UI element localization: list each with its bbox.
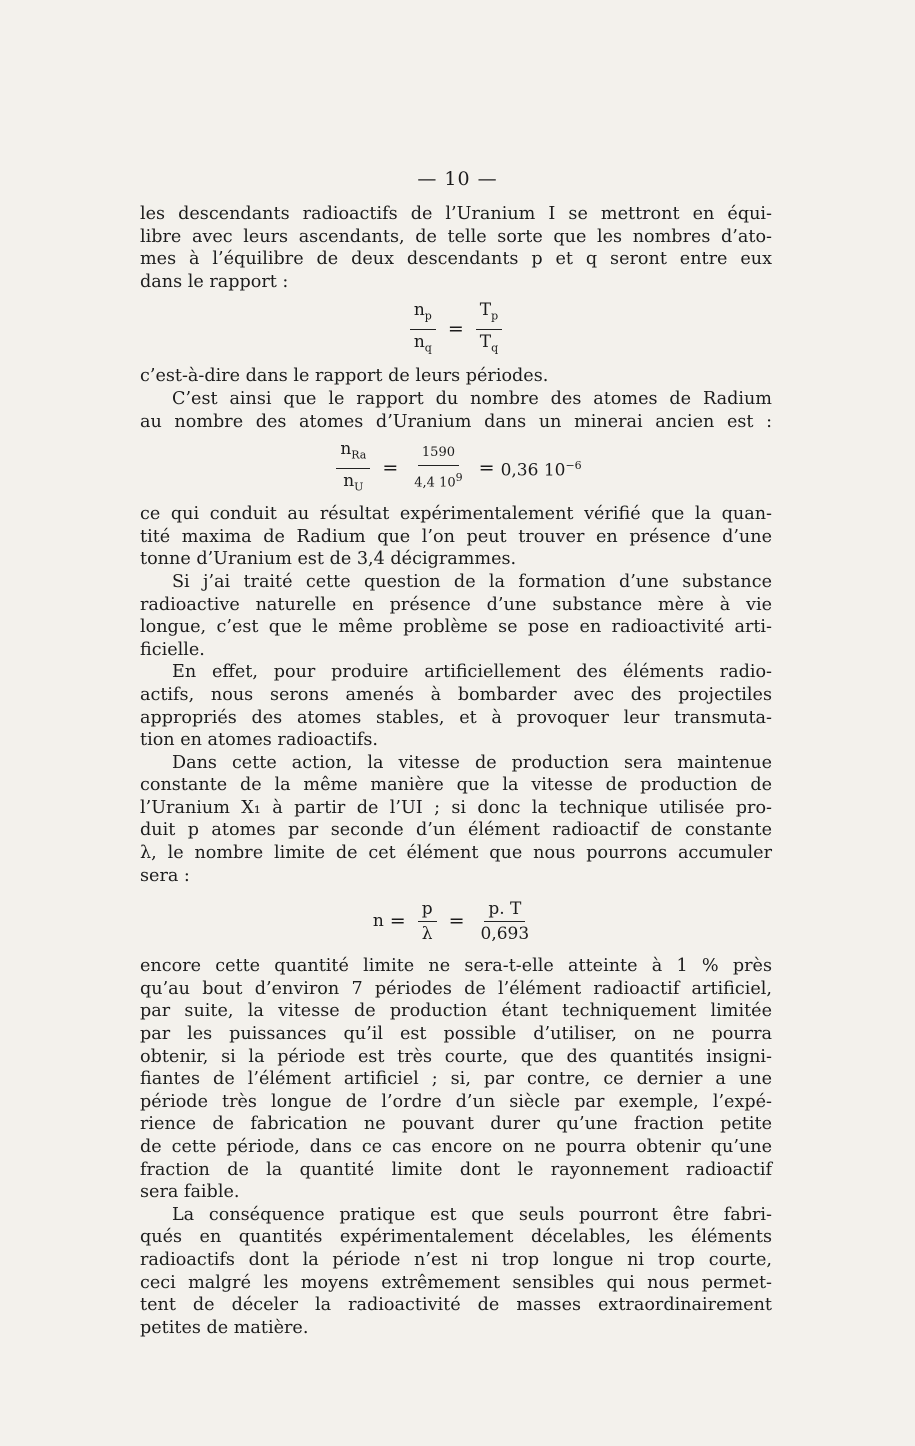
formula-text: 4,4 10 (414, 475, 456, 491)
text-line: La conséquence pratique est que seuls pourront être fabri- (172, 1204, 772, 1225)
text-line: obtenir, si la période est très courte, que des quantités insigni- (140, 1046, 772, 1067)
formula-text: λ (421, 923, 433, 944)
text-line: libre avec leurs ascendants, de telle sorte que les nombres d’ato- (140, 226, 772, 247)
formula-text: n (340, 439, 352, 460)
formula-text: p (418, 899, 437, 922)
paragraph-1 (140, 203, 772, 293)
paragraph-7 (140, 752, 772, 888)
text-line: l’Uranium X₁ à partir de l’UI ; si donc la technique utilisée pro- (140, 797, 772, 818)
formula-subscript: q (424, 341, 432, 355)
text-line: qués en quantités expérimentalement décelables, les éléments (140, 1227, 772, 1248)
text-line: sera : (140, 865, 190, 886)
formula-subscript: Ra (351, 448, 367, 462)
equals-sign: = (382, 456, 399, 479)
fraction (476, 300, 502, 358)
text-line: constante de la même manière que la vitesse de production de (140, 775, 772, 796)
page-body (140, 203, 772, 1339)
paragraph-8 (140, 955, 772, 1204)
formula-radium-uranium (140, 433, 772, 503)
text-line: par les puissances qu’il est possible d’utiliser, on ne pourra (140, 1024, 772, 1045)
text-line: c’est-à-dire dans le rapport de leurs périodes. (140, 366, 549, 387)
text-line: fiantes de l’élément artificiel ; si, par contre, ce dernier a une (140, 1069, 772, 1090)
paragraph-6 (140, 661, 772, 751)
text-line: radioactifs dont la période n’est ni trop longue ni trop courte, (140, 1249, 772, 1270)
text-line: duit p atomes par seconde d’un élément radioactif de constante (140, 820, 772, 841)
text-line: Si j’ai traité cette question de la formation d’une substance (172, 571, 772, 592)
paragraph-3 (140, 388, 772, 433)
formula-text: n (343, 470, 355, 491)
formula-ratio-periods (140, 293, 772, 365)
text-line: mes à l’équilibre de deux descendants p et q seront entre eux (140, 249, 772, 270)
formula-text: T (479, 331, 492, 352)
paragraph-9 (140, 1204, 772, 1340)
text-line: tent de déceler la radioactivité de masses extraordinairement (140, 1295, 772, 1316)
fraction (477, 899, 534, 944)
fraction (336, 439, 370, 497)
text-line: ceci malgré les moyens extrêmement sensibles qui nous permet- (140, 1272, 772, 1293)
fraction (410, 443, 466, 493)
text-line: Dans cette action, la vitesse de production sera maintenue (172, 752, 772, 773)
paragraph-4 (140, 503, 772, 571)
text-line: de cette période, dans ce cas encore on ne pourra obtenir qu’une (140, 1137, 772, 1157)
text-line: fraction de la quantité limite dont le rayonnement radioactif (140, 1159, 772, 1180)
formula-subscript: p (491, 309, 499, 323)
formula-text: 1590 (418, 443, 459, 466)
text-line: actifs, nous serons amenés à bombarder avec des projectiles (140, 684, 772, 705)
page-number: — 10 — (417, 168, 498, 190)
text-line: au nombre des atomes d’Uranium dans un minerai ancien est : (140, 411, 772, 432)
text-line: λ, le nombre limite de cet élément que nous pourrons accumuler (140, 843, 772, 864)
formula-limit-number (140, 887, 772, 955)
formula-superscript: 9 (455, 470, 463, 484)
formula-text: n (413, 300, 425, 321)
formula-text: T (479, 300, 492, 321)
text-line: tité maxima de Radium que l’on peut trouver en présence d’une (140, 526, 772, 547)
equals-sign: = (389, 909, 406, 932)
text-line: appropriés des atomes stables, et à provoquer leur transmuta- (140, 707, 772, 728)
fraction (410, 300, 436, 358)
formula-text: p. T (484, 899, 525, 922)
formula-text: 0,36 10 (500, 460, 566, 481)
paragraph-2 (140, 365, 772, 388)
equals-sign: = (448, 909, 465, 932)
text-line: qu’au bout d’environ 7 périodes de l’élément radioactif artificiel, (140, 978, 772, 999)
text-line: rience de fabrication ne pouvant durer qu’une fraction petite (140, 1114, 772, 1135)
text-line: tion en atomes radioactifs. (140, 730, 378, 751)
text-line: sera faible. (140, 1182, 240, 1203)
formula-subscript: p (424, 309, 432, 323)
fraction (418, 899, 437, 944)
formula-subscript: U (354, 480, 364, 494)
text-line: période très longue de l’ordre d’un siècle par exemple, l’expé- (140, 1091, 772, 1112)
text-line: radioactive naturelle en présence d’une substance mère à vie (140, 594, 772, 615)
formula-text: n (413, 331, 425, 352)
equals-sign: = (447, 318, 464, 341)
formula-text: 0,693 (480, 923, 530, 944)
formula-text: n (372, 910, 384, 931)
paragraph-5 (140, 571, 772, 661)
text-line: ficielle. (140, 639, 205, 660)
formula-superscript: −6 (565, 458, 582, 472)
text-line: ce qui conduit au résultat expérimentalement vérifié que la quan- (140, 504, 772, 525)
text-line: encore cette quantité limite ne sera-t-elle atteinte à 1 % près (140, 956, 772, 977)
text-line: les descendants radioactifs de l’Uranium I se mettront en équi- (140, 204, 772, 224)
text-line: par suite, la vitesse de production étant techniquement limitée (140, 1001, 772, 1022)
text-line: En effet, pour produire artificiellement des éléments radio- (172, 662, 772, 683)
text-line: petites de matière. (140, 1317, 309, 1338)
text-line: longue, c’est que le même problème se pose en radioactivité arti- (140, 617, 772, 638)
text-line: tonne d’Uranium est de 3,4 décigrammes. (140, 549, 517, 570)
text-line: C’est ainsi que le rapport du nombre des atomes de Radium (172, 388, 772, 409)
equals-sign: = (478, 456, 495, 479)
formula-subscript: q (491, 341, 499, 355)
text-line: dans le rapport : (140, 271, 289, 292)
